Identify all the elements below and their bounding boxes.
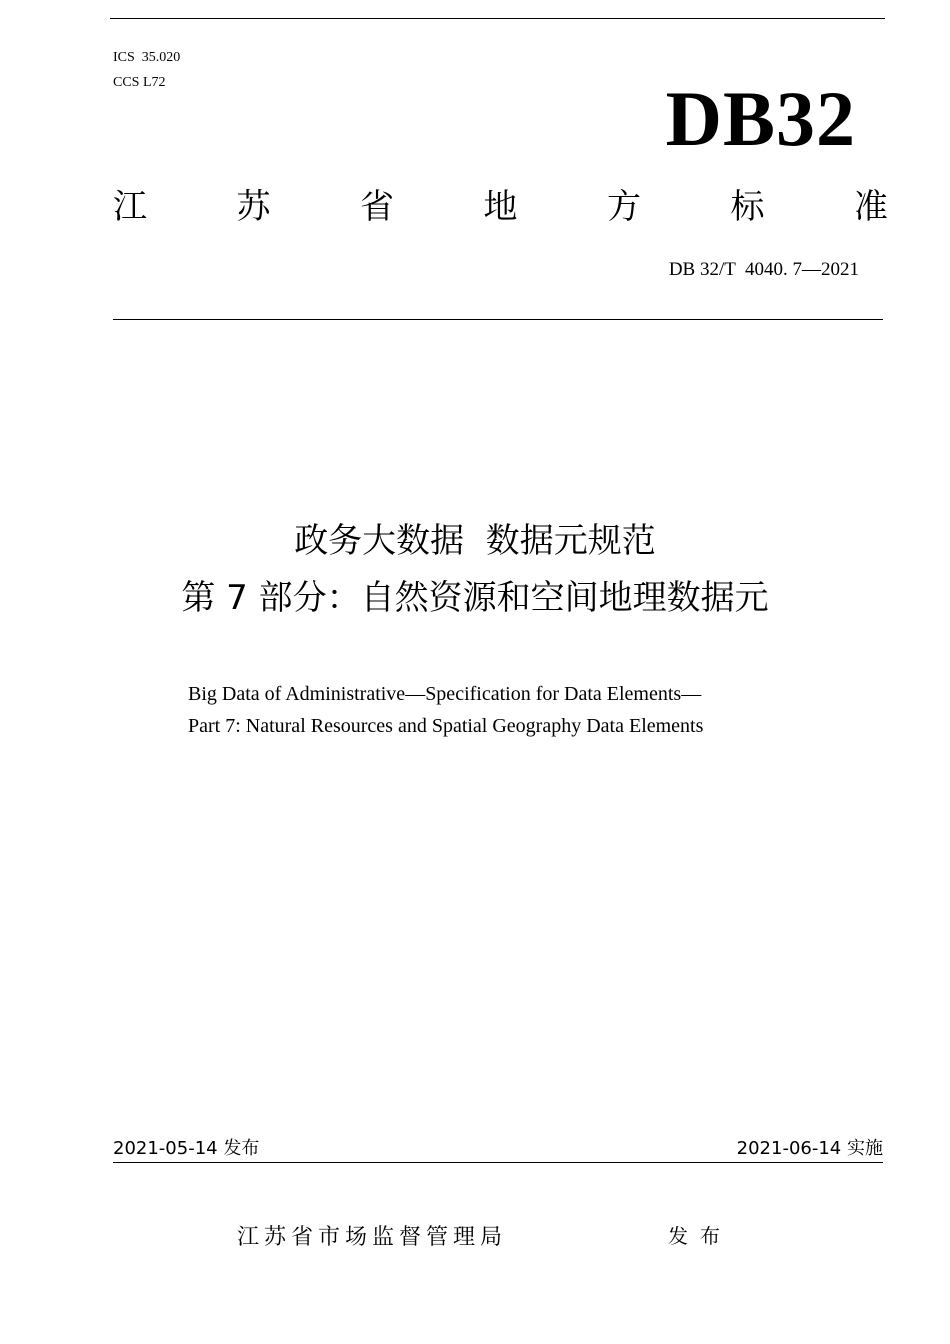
issued-label: 发布	[668, 1224, 732, 1248]
standard-type-char: 省	[360, 187, 394, 227]
implementation-date: 2021-06-14 实施	[736, 1138, 883, 1159]
top-rule	[110, 18, 885, 19]
ics-code: ICS 35.020	[113, 50, 181, 65]
title-cn-line-2: 第 7 部分：自然资源和空间地理数据元	[181, 578, 769, 618]
title-en-line-1: Big Data of Administrative—Specification for Data Elements—	[188, 683, 702, 705]
footer-rule	[113, 1162, 883, 1163]
standard-type-char: 标	[730, 187, 765, 227]
standard-type-char: 方	[607, 187, 641, 227]
standard-type-char: 苏	[236, 187, 271, 227]
standard-number: DB 32/T 4040. 7—2021	[668, 259, 859, 280]
header-rule	[113, 319, 883, 320]
standard-type-char: 江	[113, 187, 147, 227]
standard-type-char: 地	[483, 187, 518, 227]
issuing-authority: 江苏省市场监督管理局	[237, 1225, 508, 1250]
title-en-line-2: Part 7: Natural Resources and Spatial Geography Data Elements	[188, 715, 704, 737]
issue-date: 2021-05-14 发布	[113, 1138, 260, 1159]
title-cn-line-1: 政务大数据 数据元规范	[294, 521, 656, 561]
db-mark: DB32	[665, 75, 856, 162]
standard-type	[113, 186, 888, 228]
ccs-code: CCS L72	[113, 75, 166, 90]
standard-type-char: 准	[854, 187, 888, 227]
